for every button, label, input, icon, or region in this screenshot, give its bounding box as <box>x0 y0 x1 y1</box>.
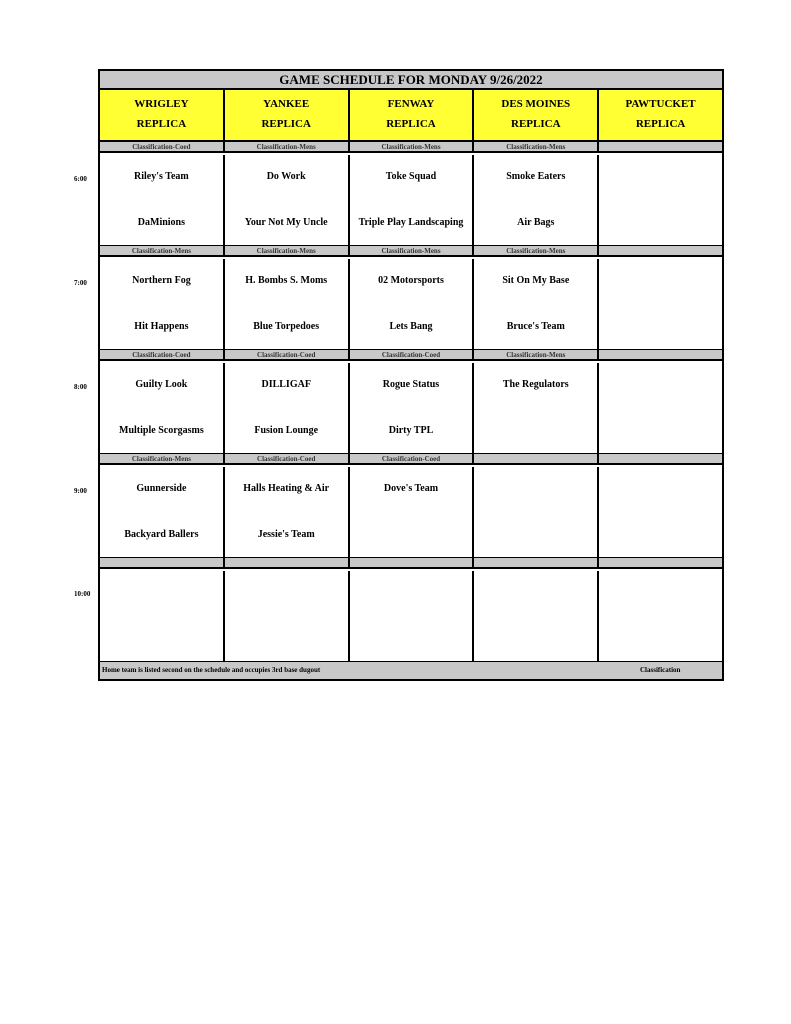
game-slot-row <box>100 363 722 455</box>
away-team: The Regulators <box>502 379 569 390</box>
classification-cell <box>225 558 350 567</box>
home-team: DaMinions <box>137 217 186 228</box>
classification-cell <box>474 558 599 567</box>
field-name: PAWTUCKET <box>625 98 696 110</box>
home-team-note: Home team is listed second on the schedule and occupies 3rd base dugout <box>102 666 321 674</box>
classification-row <box>100 454 722 465</box>
field-name: DES MOINES <box>501 98 571 110</box>
game-cell <box>474 363 599 453</box>
classification-cell: Classification-Mens <box>474 142 599 151</box>
game-cell <box>474 259 599 349</box>
classification-cell <box>100 558 225 567</box>
away-team: Dove's Team <box>383 483 439 494</box>
home-team: Multiple Scorgasms <box>119 425 204 436</box>
classification-cell <box>599 142 722 151</box>
classification-cell: Classification-Coed <box>100 142 225 151</box>
game-cell <box>350 259 475 349</box>
home-team: Blue Torpedoes <box>253 321 320 332</box>
field-sub: REPLICA <box>136 118 187 130</box>
home-team: Hit Happens <box>134 321 189 332</box>
classification-cell: Classification-Coed <box>100 350 225 359</box>
game-cell <box>350 571 475 661</box>
classification-cell: Classification-Mens <box>100 246 225 255</box>
away-team: Halls Heating & Air <box>243 483 330 494</box>
game-cell <box>225 467 350 557</box>
classification-cell: Classification-Mens <box>225 246 350 255</box>
away-team: Riley's Team <box>134 171 189 182</box>
away-team: Guilty Look <box>135 379 188 390</box>
field-header-yankee <box>225 90 350 140</box>
classification-cell: Classification-Mens <box>474 350 599 359</box>
field-header-fenway <box>350 90 475 140</box>
classification-cell: Classification-Mens <box>225 142 350 151</box>
classification-cell: Classification-Mens <box>350 142 475 151</box>
away-team: Northern Fog <box>132 275 191 286</box>
away-team: Gunnerside <box>136 483 187 494</box>
field-header-row <box>100 90 722 142</box>
home-team: Lets Bang <box>389 321 433 332</box>
field-header-pawtucket <box>599 90 722 140</box>
schedule-table <box>98 69 724 681</box>
classification-cell <box>599 454 722 463</box>
home-team: Backyard Ballers <box>124 529 199 540</box>
game-cell <box>100 363 225 453</box>
classification-cell <box>599 246 722 255</box>
home-team: Triple Play Landscaping <box>358 217 464 228</box>
away-team: Toke Squad <box>385 171 437 182</box>
classification-cell <box>350 558 475 567</box>
game-cell <box>100 259 225 349</box>
home-team: Jessie's Team <box>257 529 315 540</box>
classification-cell: Classification-Mens <box>350 246 475 255</box>
classification-cell <box>599 558 722 567</box>
game-cell <box>599 467 722 557</box>
game-cell <box>350 155 475 245</box>
home-team: Dirty TPL <box>388 425 434 436</box>
game-cell <box>225 259 350 349</box>
game-cell <box>225 155 350 245</box>
game-cell <box>474 571 599 661</box>
field-sub: REPLICA <box>635 118 686 130</box>
schedule-title: GAME SCHEDULE FOR MONDAY 9/26/2022 <box>100 71 722 90</box>
field-name: FENWAY <box>387 98 435 110</box>
game-cell <box>474 155 599 245</box>
field-sub: REPLICA <box>386 118 436 130</box>
game-cell <box>474 467 599 557</box>
away-team: H. Bombs S. Moms <box>245 275 328 286</box>
classification-cell: Classification-Mens <box>474 246 599 255</box>
home-team: Air Bags <box>517 217 555 228</box>
classification-row <box>100 558 722 569</box>
field-header-des-moines <box>474 90 599 140</box>
home-team: Bruce's Team <box>506 321 565 332</box>
game-cell <box>599 259 722 349</box>
game-cell <box>225 363 350 453</box>
away-team: Rogue Status <box>382 379 440 390</box>
classification-cell <box>599 350 722 359</box>
away-team: DILLIGAF <box>261 379 311 390</box>
time-label: 7:00 <box>74 279 87 287</box>
classification-cell: Classification-Coed <box>225 350 350 359</box>
classification-row <box>100 246 722 257</box>
home-team: Fusion Lounge <box>254 425 319 436</box>
time-label: 8:00 <box>74 383 87 391</box>
classification-row <box>100 142 722 153</box>
game-cell <box>350 363 475 453</box>
game-cell <box>599 363 722 453</box>
game-slot-row <box>100 571 722 663</box>
classification-cell: Classification-Coed <box>350 454 475 463</box>
field-name: WRIGLEY <box>134 98 189 110</box>
away-team: 02 Motorsports <box>378 275 444 286</box>
field-sub: REPLICA <box>511 118 561 130</box>
home-team: Your Not My Uncle <box>244 217 328 228</box>
game-cell <box>599 571 722 661</box>
game-cell <box>225 571 350 661</box>
classification-cell: Classification-Mens <box>100 454 225 463</box>
time-label: 10:00 <box>74 590 91 598</box>
field-name: YANKEE <box>263 98 310 110</box>
classification-row <box>100 350 722 361</box>
game-cell <box>350 467 475 557</box>
time-label: 6:00 <box>74 175 87 183</box>
field-sub: REPLICA <box>261 118 311 130</box>
away-team: Smoke Eaters <box>506 171 566 182</box>
schedule-footer <box>100 662 722 679</box>
time-label: 9:00 <box>74 487 87 495</box>
field-header-wrigley <box>100 90 225 140</box>
game-slot-row <box>100 467 722 559</box>
game-cell <box>100 155 225 245</box>
game-slot-row <box>100 155 722 247</box>
away-team: Sit On My Base <box>502 275 570 286</box>
game-cell <box>100 467 225 557</box>
away-team: Do Work <box>266 171 306 182</box>
classification-cell: Classification-Coed <box>225 454 350 463</box>
classification-legend: Classification <box>640 666 681 674</box>
game-slot-row <box>100 259 722 351</box>
classification-cell <box>474 454 599 463</box>
game-cell <box>599 155 722 245</box>
classification-cell: Classification-Coed <box>350 350 475 359</box>
game-cell <box>100 571 225 661</box>
